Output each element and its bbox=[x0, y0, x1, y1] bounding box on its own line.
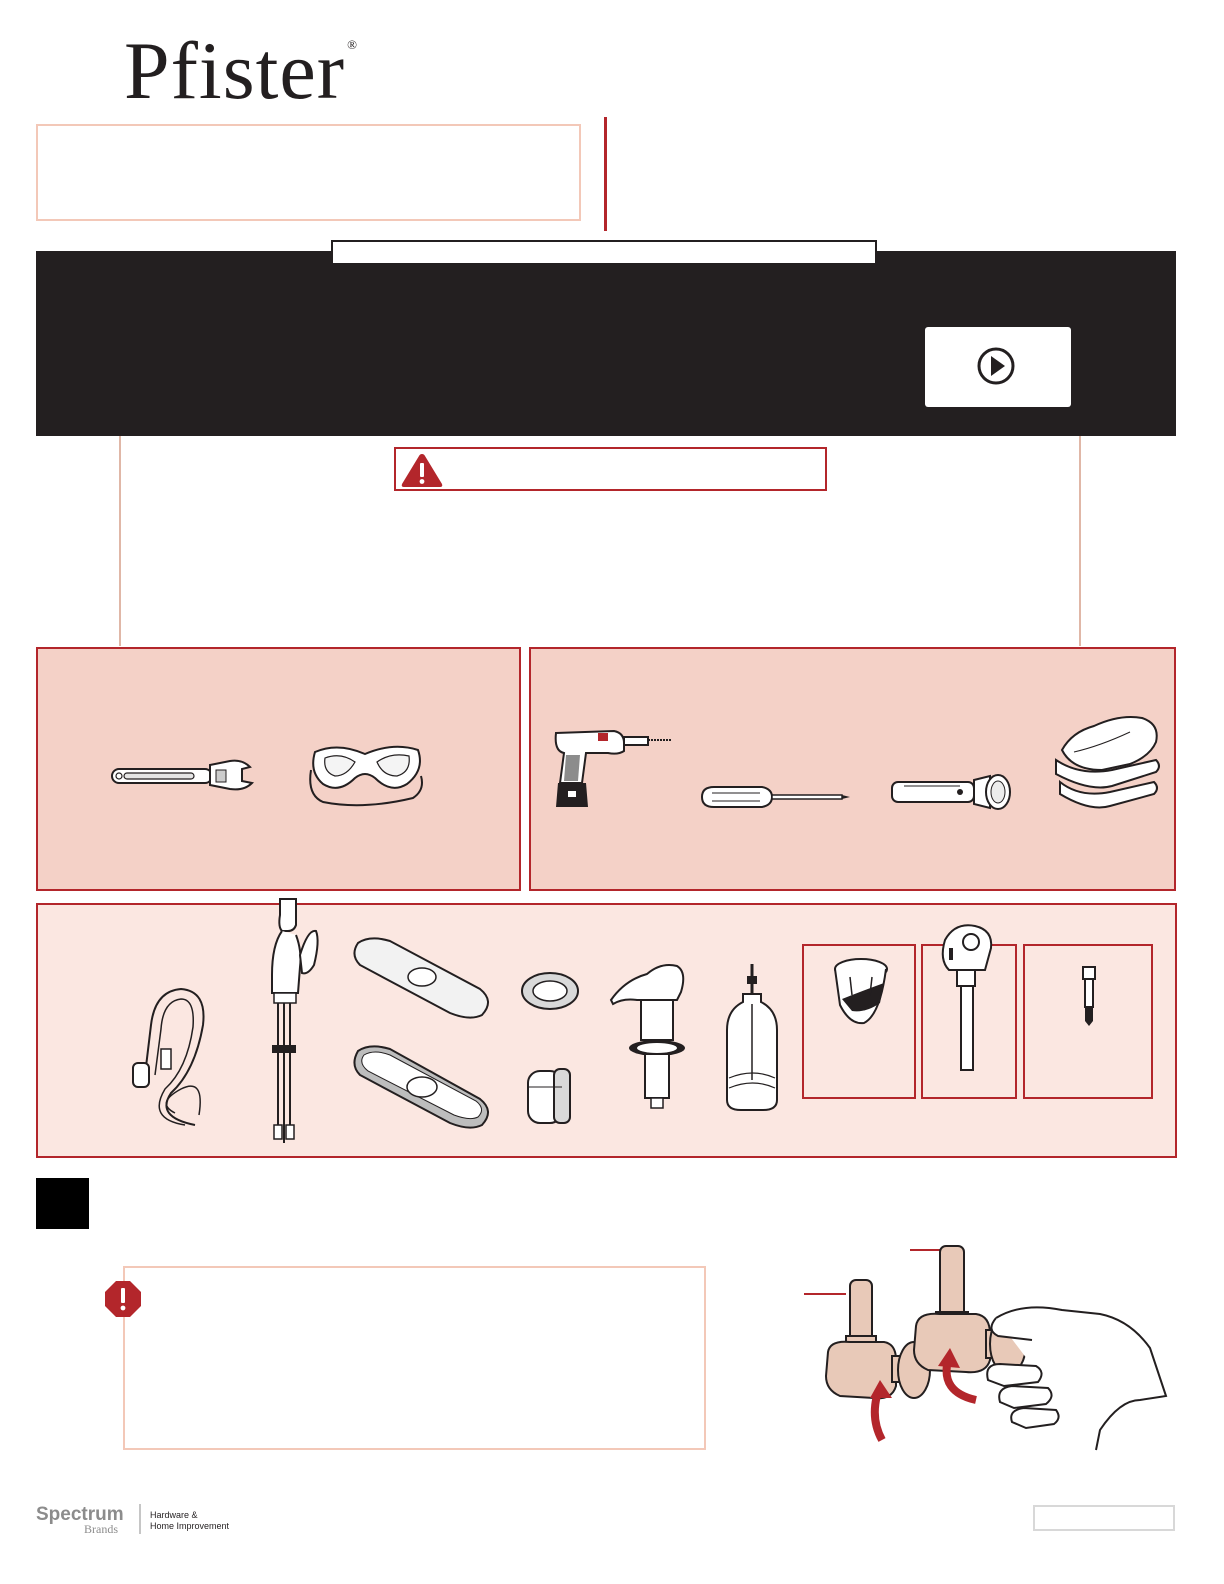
document-code-box bbox=[1033, 1505, 1175, 1531]
trademark-symbol: ® bbox=[347, 37, 358, 52]
mounting-ring-icon bbox=[520, 970, 580, 1012]
mounting-wrench-icon bbox=[830, 955, 892, 1027]
footer-division-line2: Home Improvement bbox=[150, 1521, 230, 1531]
safety-goggles-icon bbox=[303, 740, 428, 810]
footer-brand-name: Spectrum bbox=[36, 1504, 124, 1525]
play-icon[interactable] bbox=[976, 346, 1016, 386]
footer-division-line1: Hardware & bbox=[150, 1510, 198, 1520]
brand-name: Pfister bbox=[124, 25, 346, 116]
screwdriver-icon bbox=[700, 785, 852, 809]
step-number bbox=[36, 1178, 89, 1229]
faucet-icon bbox=[262, 895, 324, 1150]
shutoff-valves-illustration bbox=[800, 1240, 1170, 1460]
spray-hose-icon bbox=[125, 985, 217, 1133]
banner-title-tab bbox=[331, 240, 877, 265]
flashlight-icon bbox=[890, 772, 1015, 812]
deck-gasket-icon bbox=[350, 1043, 495, 1131]
hose-weight-icon bbox=[524, 1063, 574, 1128]
soap-pump-icon bbox=[607, 958, 692, 1110]
socket-tool-icon bbox=[935, 920, 1000, 1075]
exclamation-octagon-icon bbox=[104, 1280, 142, 1318]
soap-bottle-icon bbox=[723, 960, 781, 1115]
required-tools-panel bbox=[36, 647, 521, 891]
deck-plate-icon bbox=[350, 935, 495, 1020]
notice-box bbox=[123, 1266, 706, 1450]
model-info-box bbox=[36, 124, 581, 221]
warning-triangle-icon bbox=[400, 452, 444, 488]
footer-brand-sub: Brands bbox=[84, 1522, 118, 1536]
header-divider bbox=[604, 117, 607, 231]
towels-icon bbox=[1050, 712, 1165, 816]
warning-banner bbox=[394, 447, 827, 491]
hex-bit-icon bbox=[1079, 963, 1099, 1028]
brand-logo bbox=[124, 25, 358, 116]
adjustable-wrench-icon bbox=[110, 755, 260, 795]
spectrum-brands-logo bbox=[36, 1500, 236, 1536]
cordless-drill-icon bbox=[552, 725, 677, 813]
